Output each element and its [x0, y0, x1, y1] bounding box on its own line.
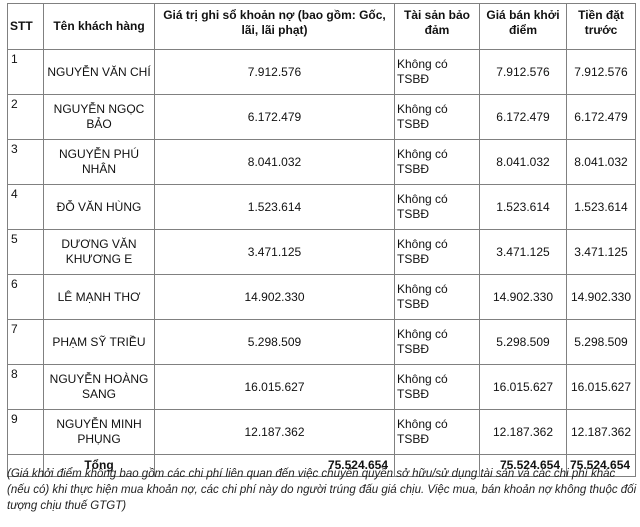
row-stt: 5 — [8, 230, 44, 275]
row-book-value: 16.015.627 — [155, 365, 395, 410]
row-customer-name: PHẠM SỸ TRIỀU — [44, 320, 155, 365]
header-collateral: Tài sản bảo đảm — [395, 4, 480, 50]
row-stt: 3 — [8, 140, 44, 185]
table-row — [8, 140, 636, 185]
total-starting-price: 75.524.654 — [480, 455, 567, 477]
total-label: Tổng — [44, 455, 155, 477]
row-deposit: 16.015.627 — [567, 365, 636, 410]
row-starting-price: 5.298.509 — [480, 320, 567, 365]
row-stt: 1 — [8, 50, 44, 95]
row-book-value: 6.172.479 — [155, 95, 395, 140]
row-deposit: 3.471.125 — [567, 230, 636, 275]
row-starting-price: 14.902.330 — [480, 275, 567, 320]
header-customer-name: Tên khách hàng — [44, 4, 155, 50]
row-stt: 6 — [8, 275, 44, 320]
header-deposit: Tiền đặt trước — [567, 4, 636, 50]
row-starting-price: 1.523.614 — [480, 185, 567, 230]
row-customer-name: LÊ MẠNH THƠ — [44, 275, 155, 320]
row-customer-name: DƯƠNG VĂN KHƯƠNG E — [44, 230, 155, 275]
row-collateral: Không có TSBĐ — [395, 410, 480, 455]
row-starting-price: 7.912.576 — [480, 50, 567, 95]
row-collateral: Không có TSBĐ — [395, 320, 480, 365]
row-deposit: 8.041.032 — [567, 140, 636, 185]
header-book-value: Giá trị ghi sổ khoản nợ (bao gồm: Gốc, lãi, lãi phạt) — [155, 4, 395, 50]
row-stt: 9 — [8, 410, 44, 455]
debt-auction-table — [7, 3, 636, 477]
row-customer-name: NGUYỄN MINH PHỤNG — [44, 410, 155, 455]
table-row — [8, 185, 636, 230]
row-stt: 7 — [8, 320, 44, 365]
table-row — [8, 95, 636, 140]
header-starting-price: Giá bán khởi điểm — [480, 4, 567, 50]
row-customer-name: NGUYỄN NGỌC BẢO — [44, 95, 155, 140]
row-starting-price: 16.015.627 — [480, 365, 567, 410]
table-row — [8, 320, 636, 365]
row-starting-price: 6.172.479 — [480, 95, 567, 140]
row-starting-price: 12.187.362 — [480, 410, 567, 455]
row-customer-name: NGUYỄN HOÀNG SANG — [44, 365, 155, 410]
row-book-value: 8.041.032 — [155, 140, 395, 185]
row-collateral: Không có TSBĐ — [395, 50, 480, 95]
row-deposit: 6.172.479 — [567, 95, 636, 140]
row-deposit: 7.912.576 — [567, 50, 636, 95]
table-row — [8, 410, 636, 455]
row-deposit: 1.523.614 — [567, 185, 636, 230]
footnote: (Giá khởi điểm không bao gồm các chi phí liên quan đến việc chuyển quyền sở hữu/sử dụng tài sản và các chi phí khác (nếu có) khi thực hiện mua khoản nợ, các chi phí này do người trúng đấu giá chịu. Việc mua, bán khoản nợ không thuộc đối tượng chịu thuế GTGT) — [7, 468, 637, 512]
row-collateral: Không có TSBĐ — [395, 140, 480, 185]
total-deposit: 75.524.654 — [567, 455, 636, 477]
row-deposit: 14.902.330 — [567, 275, 636, 320]
row-collateral: Không có TSBĐ — [395, 230, 480, 275]
row-collateral: Không có TSBĐ — [395, 365, 480, 410]
row-book-value: 7.912.576 — [155, 50, 395, 95]
row-book-value: 5.298.509 — [155, 320, 395, 365]
table-row — [8, 275, 636, 320]
row-collateral: Không có TSBĐ — [395, 95, 480, 140]
row-book-value: 14.902.330 — [155, 275, 395, 320]
table-header-row — [8, 4, 636, 50]
row-book-value: 12.187.362 — [155, 410, 395, 455]
header-stt: STT — [8, 4, 44, 50]
row-collateral: Không có TSBĐ — [395, 185, 480, 230]
row-customer-name: ĐỖ VĂN HÙNG — [44, 185, 155, 230]
row-deposit: 5.298.509 — [567, 320, 636, 365]
row-starting-price: 3.471.125 — [480, 230, 567, 275]
row-customer-name: NGUYỄN PHÚ NHÂN — [44, 140, 155, 185]
row-stt: 4 — [8, 185, 44, 230]
table-row — [8, 365, 636, 410]
row-collateral: Không có TSBĐ — [395, 275, 480, 320]
row-deposit: 12.187.362 — [567, 410, 636, 455]
row-customer-name: NGUYỄN VĂN CHÍ — [44, 50, 155, 95]
row-book-value: 3.471.125 — [155, 230, 395, 275]
row-starting-price: 8.041.032 — [480, 140, 567, 185]
total-book-value: 75.524.654 — [155, 455, 395, 477]
row-stt: 2 — [8, 95, 44, 140]
table-row — [8, 50, 636, 95]
row-book-value: 1.523.614 — [155, 185, 395, 230]
row-stt: 8 — [8, 365, 44, 410]
table-row — [8, 230, 636, 275]
